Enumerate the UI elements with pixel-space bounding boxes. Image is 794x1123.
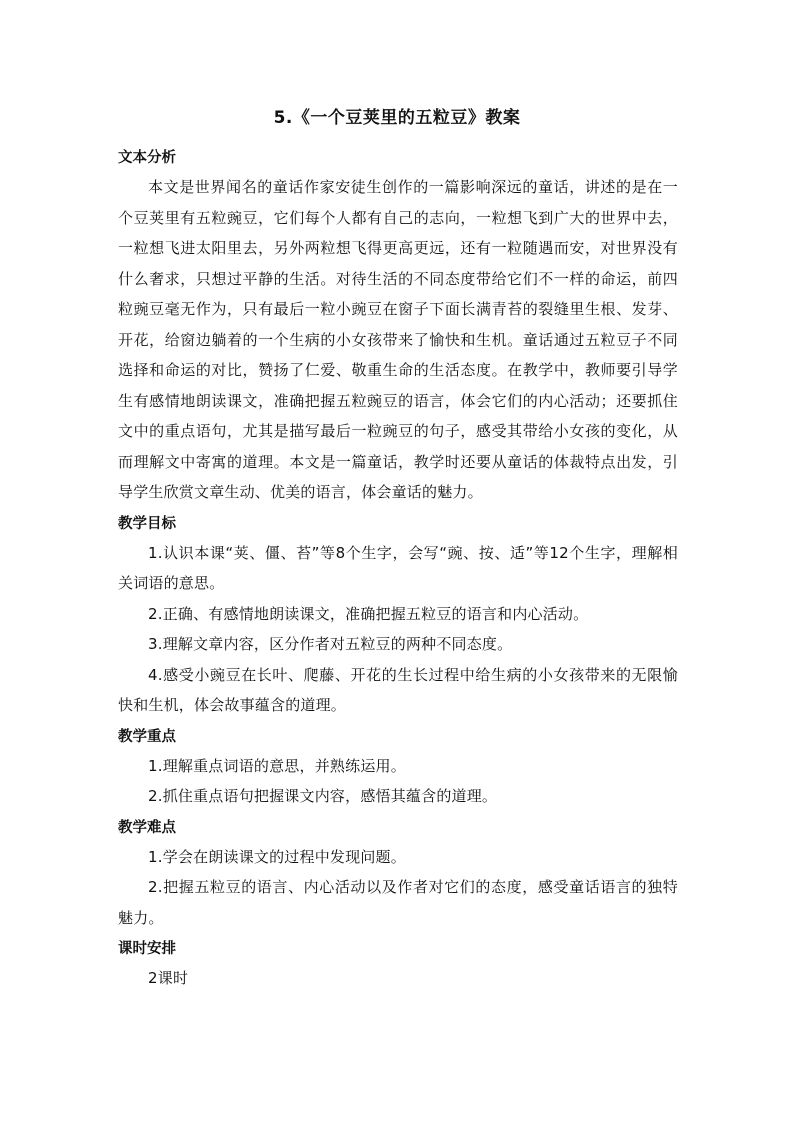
goal-item-2: 2.正确、有感情地朗读课文，准确把握五粒豆的语言和内心活动。 xyxy=(148,604,589,623)
key-point-item-2: 2.抓住重点语句把握课文内容，感悟其蕴含的道理。 xyxy=(148,787,498,805)
key-point-item-1: 1.理解重点词语的意思，并熟练运用。 xyxy=(148,756,406,775)
schedule-item-1: 2课时 xyxy=(148,969,189,987)
difficulty-item-2: 2.把握五粒豆的语言、内心活动以及作者对它们的态度，感受童话语言的独特魅力。 xyxy=(118,878,678,927)
analysis-paragraph: 本文是世界闻名的童话作家安徒生创作的一篇影响深远的童话，讲述的是在一个豆荚里有五粒豌豆，它们每个人都有自己的志向，一粒想飞到广大的世界中去，一粒想飞进太阳里去，另外两粒想飞得更高更远，还有一粒随遇而安，对世界没有什么奢求，只想过平静的生活。对待生活的不同态度带给它们不一样的命运，前四粒豌豆毫无作为，只有最后一粒小豌豆在窗子下面长满青苔的裂缝里生根、发芽、开花，给窗边躺着的一个生病的小女孩带来了愉快和生机。童话通过五粒豆子不同选择和命运的对比，赞扬了仁爱、敬重生命的生活态度。在教学中，教师要引导学生有感情地朗读课文，准确把握五粒豌豆的语言，体会它们的内心活动；还要抓住文中的重点语句，尤其是描写最后一粒豌豆的句子，感受其带给小女孩的变化，从而理解文中寄寓的道理。本文是一篇童话，教学时还要从童话的体裁特点出发，引导学生欣赏文章生动、优美的语言，体会童话的魅力。 xyxy=(118,178,678,501)
section-heading-key-points: 教学重点 xyxy=(118,728,176,745)
section-heading-analysis: 文本分析 xyxy=(118,150,176,166)
section-heading-schedule: 课时安排 xyxy=(118,941,176,957)
goal-item-4: 4.感受小豌豆在长叶、爬藤、开花的生长过程中给生病的小女孩带来的无限愉快和生机，体会故事蕴含的道理。 xyxy=(118,665,678,714)
document-body xyxy=(118,142,678,994)
document-title: 5.《一个豆荚里的五粒豆》教案 xyxy=(273,108,521,128)
goal-item-1: 1.认识本课“荚、僵、苔”等8个生字，会写“豌、按、适”等12个生字，理解相关词语的意思。 xyxy=(118,543,678,592)
difficulty-item-1: 1.学会在朗读课文的过程中发现问题。 xyxy=(148,847,406,866)
section-heading-goals: 教学目标 xyxy=(118,515,176,532)
goal-item-3: 3.理解文章内容，区分作者对五粒豆的两种不同态度。 xyxy=(148,635,513,653)
section-heading-difficulties: 教学难点 xyxy=(118,819,176,836)
